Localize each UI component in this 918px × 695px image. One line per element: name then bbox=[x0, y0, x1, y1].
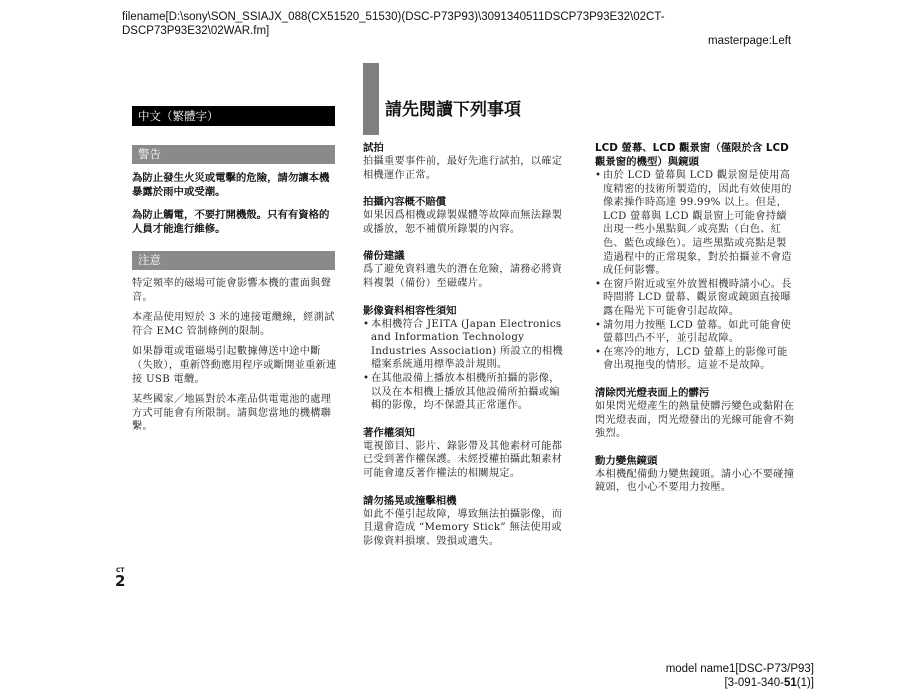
zoom-text: 本相機配備動力變焦鏡頭。請小心不要碰撞鏡頭，也小心不要用力按壓。 bbox=[595, 468, 795, 494]
title-tab bbox=[363, 63, 379, 135]
lcd-bullet-2: • 在窗戶附近或室外放置相機時請小心。長時間將 LCD 螢幕、觀景窗或鏡頭直接曝露在陽光下可能會引起故障。 bbox=[595, 278, 797, 319]
copyright-text: 電視節目、影片、錄影帶及其他素材可能都已受到著作權保護。未經授權拍攝此類素材可能會違反著作權法的相關規定。 bbox=[363, 440, 563, 479]
footer-code-prefix: [3-091-340- bbox=[724, 677, 784, 689]
masterpage-label: masterpage:Left bbox=[708, 35, 792, 47]
notice-magnetic: 特定頻率的磁場可能會影響本機的畫面與聲音。 bbox=[132, 278, 332, 303]
flash-title: 清除閃光燈表面上的髒污 bbox=[595, 386, 710, 399]
section-flash bbox=[595, 386, 797, 441]
section-backup bbox=[363, 249, 563, 290]
shock-title: 請勿搖晃或撞擊相機 bbox=[363, 494, 457, 507]
page-title: 請先閱讀下列事項 bbox=[385, 100, 521, 120]
notice-heading-bar bbox=[132, 251, 335, 270]
footer-code-bold: 51 bbox=[783, 677, 797, 689]
footer-code-suffix: (1)] bbox=[796, 677, 814, 689]
warning-heading: 警告 bbox=[138, 147, 161, 161]
compatibility-bullet-1: • 本相機符合 JEITA (Japan Electronics and Information Technology Industries Association) 所設立的相機檔案系統通用標準設計規則。 bbox=[363, 318, 563, 372]
page-lang-code: CT bbox=[116, 567, 125, 574]
no-compensation-text: 如果因爲相機或錄製媒體等故障而無法錄製或播放，恕不補償所錄製的內容。 bbox=[363, 210, 563, 235]
backup-title: 備份建議 bbox=[363, 250, 405, 263]
notice-emc: 本產品使用短於 3 米的連接電纜線，經測試符合 EMC 管制條例的限制。 bbox=[132, 312, 335, 337]
copyright-title: 著作權須知 bbox=[363, 426, 415, 439]
notice-battery: 某些國家／地區對於本產品供電電池的處理方式可能會有所限制。請與您當地的機構聯繫。 bbox=[132, 394, 332, 433]
filename-line-2: DSCP73P93E32\02WAR.fm] bbox=[122, 25, 270, 37]
shock-text: 如此不僅引起故障，導致無法拍攝影像，而且還會造成 “Memory Stick” 無法使用或影像資料損壞、毀損或遺失。 bbox=[363, 508, 563, 547]
warning-heading-bar bbox=[132, 145, 335, 164]
filename-header bbox=[122, 10, 702, 38]
warning-fire: 為防止發生火災或電擊的危險，請勿讓本機暴露於雨中或受潮。 bbox=[132, 172, 330, 198]
section-no-compensation bbox=[363, 195, 563, 236]
section-copyright bbox=[363, 426, 563, 481]
language-bar bbox=[132, 106, 335, 126]
section-shock bbox=[363, 494, 563, 549]
section-test-shot bbox=[363, 141, 563, 182]
notice-static: 如果靜電或電磁場引起數據傳送中途中斷（失敗），重新啓動應用程序或斷開並重新連接 USB 電纜。 bbox=[132, 346, 337, 385]
zoom-title: 動力變焦鏡頭 bbox=[595, 454, 658, 467]
flash-text: 如果閃光燈產生的熱量使髒污變色或黏附在閃光燈表面，閃光燈發出的光線可能會不夠強烈。 bbox=[595, 400, 795, 440]
notice-block bbox=[132, 277, 337, 434]
section-compatibility bbox=[363, 304, 563, 413]
page-number: 2 bbox=[115, 572, 126, 590]
column-3 bbox=[595, 141, 797, 508]
warning-shock: 為防止觸電，不要打開機殼。只有有資格的人員才能進行維修。 bbox=[132, 209, 330, 235]
language-bar-label: 中文（繁體字） bbox=[138, 109, 219, 123]
warning-block bbox=[132, 171, 337, 236]
filename-line-1: filename[D:\sony\SON_SSIAJX_088(CX51520_51530)(DSC-P73P93)\3091340511DSCP73P93E32\02CT- bbox=[122, 11, 665, 23]
backup-text: 爲了避免資料遺失的潛在危險，請務必將資料複製（備份）至磁碟片。 bbox=[363, 264, 563, 289]
notice-heading: 注意 bbox=[138, 253, 161, 267]
column-2 bbox=[363, 141, 563, 561]
section-zoom bbox=[595, 454, 797, 495]
compatibility-title: 影像資料相容性須知 bbox=[363, 304, 457, 317]
footer-model: model name1[DSC-P73/P93] bbox=[665, 663, 814, 675]
lcd-title: LCD 螢幕、LCD 觀景窗（僅限於含 LCD 觀景窗的機型）與鏡頭 bbox=[595, 142, 789, 168]
footer bbox=[600, 662, 814, 690]
lcd-bullet-1: • 由於 LCD 螢幕與 LCD 觀景窗是使用高度精密的技術所製造的，因此有效使用的像素操作時高達 99.99% 以上。但是，LCD 螢幕與 LCD 觀景窗上可能會持續出現一些小黑點與／或亮點（白色、紅色、藍色或綠色）。這些黑點或亮點是製造過程中的正常現象，對於拍攝並不會造成任何影響。 bbox=[595, 169, 797, 278]
section-lcd bbox=[595, 141, 797, 373]
no-compensation-title: 拍攝內容概不賠償 bbox=[363, 196, 447, 209]
compatibility-bullet-2: • 在其他設備上播放本相機所拍攝的影像，以及在本相機上播放其他設備所拍攝或編輯的影像，均不保證其正常運作。 bbox=[363, 372, 563, 413]
lcd-bullet-4: • 在寒冷的地方，LCD 螢幕上的影像可能會出現拖曳的情形。這並不是故障。 bbox=[595, 346, 797, 373]
footer-code bbox=[600, 676, 814, 690]
lcd-bullet-3: • 請勿用力按壓 LCD 螢幕。如此可能會使螢幕凹凸不平，並引起故障。 bbox=[595, 319, 797, 346]
test-shot-text: 拍攝重要事件前，最好先進行試拍，以確定相機運作正常。 bbox=[363, 156, 563, 181]
test-shot-title: 試拍 bbox=[363, 142, 384, 154]
